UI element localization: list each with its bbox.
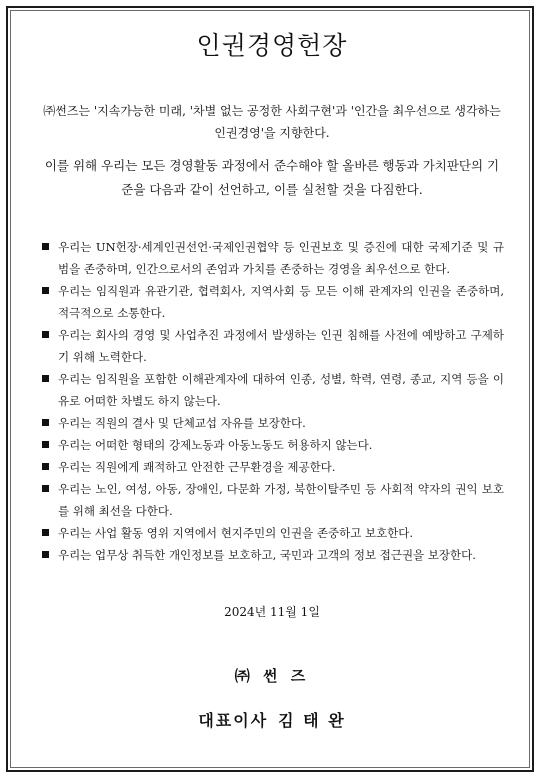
principle-item bbox=[42, 324, 504, 368]
principle-text: 우리는 직원의 결사 및 단체교섭 자유를 보장한다. bbox=[58, 416, 306, 430]
principle-item bbox=[42, 544, 504, 566]
principle-item bbox=[42, 434, 504, 456]
company-name: ㈜ 썬 즈 bbox=[234, 667, 310, 685]
square-bullet-icon bbox=[42, 331, 49, 338]
square-bullet-icon bbox=[42, 375, 49, 382]
principle-text: 우리는 노인, 여성, 아동, 장애인, 다문화 가정, 북한이탈주민 등 사회적 약자의 권익 보호를 위해 최선을 다한다. bbox=[58, 482, 504, 518]
ceo-title: 대표이사 bbox=[198, 711, 269, 730]
principle-item bbox=[42, 236, 504, 280]
principle-text: 우리는 UN헌장·세계인권선언·국제인권협약 등 인권보호 및 증진에 대한 국제기준 및 규범을 존중하며, 인간으로서의 존엄과 가치를 존중하는 경영을 최우선으로 한다. bbox=[58, 240, 504, 276]
intro-paragraph-1: ㈜썬즈는 '지속가능한 미래, '차별 없는 공정한 사회구현'과 '인간을 최우선으로 생각하는 인권경영'을 지향한다. bbox=[43, 104, 501, 140]
principle-item bbox=[42, 522, 504, 544]
ceo-name: 김 태 완 bbox=[278, 711, 346, 730]
intro-paragraph-2: 이를 위해 우리는 모든 경영활동 과정에서 준수해야 할 올바른 행동과 가치판단의 기준을 다음과 같이 선언하고, 이를 실천할 것을 다짐한다. bbox=[44, 158, 500, 197]
ceo-signature-line bbox=[0, 708, 544, 731]
square-bullet-icon bbox=[42, 551, 49, 558]
declaration-date: 2024년 11월 1일 bbox=[224, 605, 320, 619]
principle-text: 우리는 어떠한 형태의 강제노동과 아동노동도 허용하지 않는다. bbox=[58, 438, 373, 452]
principle-item bbox=[42, 478, 504, 522]
square-bullet-icon bbox=[42, 419, 49, 426]
square-bullet-icon bbox=[42, 243, 49, 250]
principle-text: 우리는 사업 활동 영위 지역에서 현지주민의 인권을 존중하고 보호한다. bbox=[58, 526, 414, 540]
square-bullet-icon bbox=[42, 485, 49, 492]
principle-item bbox=[42, 280, 504, 324]
principle-item bbox=[42, 412, 504, 434]
principle-item bbox=[42, 456, 504, 478]
square-bullet-icon bbox=[42, 463, 49, 470]
principle-text: 우리는 업무상 취득한 개인정보를 보호하고, 국민과 고객의 정보 접근권을 보장한다. bbox=[58, 548, 476, 562]
principle-text: 우리는 회사의 경영 및 사업추진 과정에서 발생하는 인권 침해를 사전에 예방하고 구제하기 위해 노력한다. bbox=[58, 328, 504, 364]
principle-item bbox=[42, 368, 504, 412]
square-bullet-icon bbox=[42, 441, 49, 448]
principle-text: 우리는 임직원을 포함한 이해관계자에 대하여 인종, 성별, 학력, 연령, 종교, 지역 등을 이유로 어떠한 차별도 하지 않는다. bbox=[58, 372, 504, 408]
principles-list bbox=[42, 236, 504, 566]
square-bullet-icon bbox=[42, 529, 49, 536]
principle-text: 우리는 임직원과 유관기관, 협력회사, 지역사회 등 모든 이해 관계자의 인권을 존중하며, 적극적으로 소통한다. bbox=[58, 284, 504, 320]
document-title: 인권경영헌장 bbox=[196, 31, 348, 60]
principle-text: 우리는 직원에게 쾌적하고 안전한 근무환경을 제공한다. bbox=[58, 460, 336, 474]
square-bullet-icon bbox=[42, 287, 49, 294]
